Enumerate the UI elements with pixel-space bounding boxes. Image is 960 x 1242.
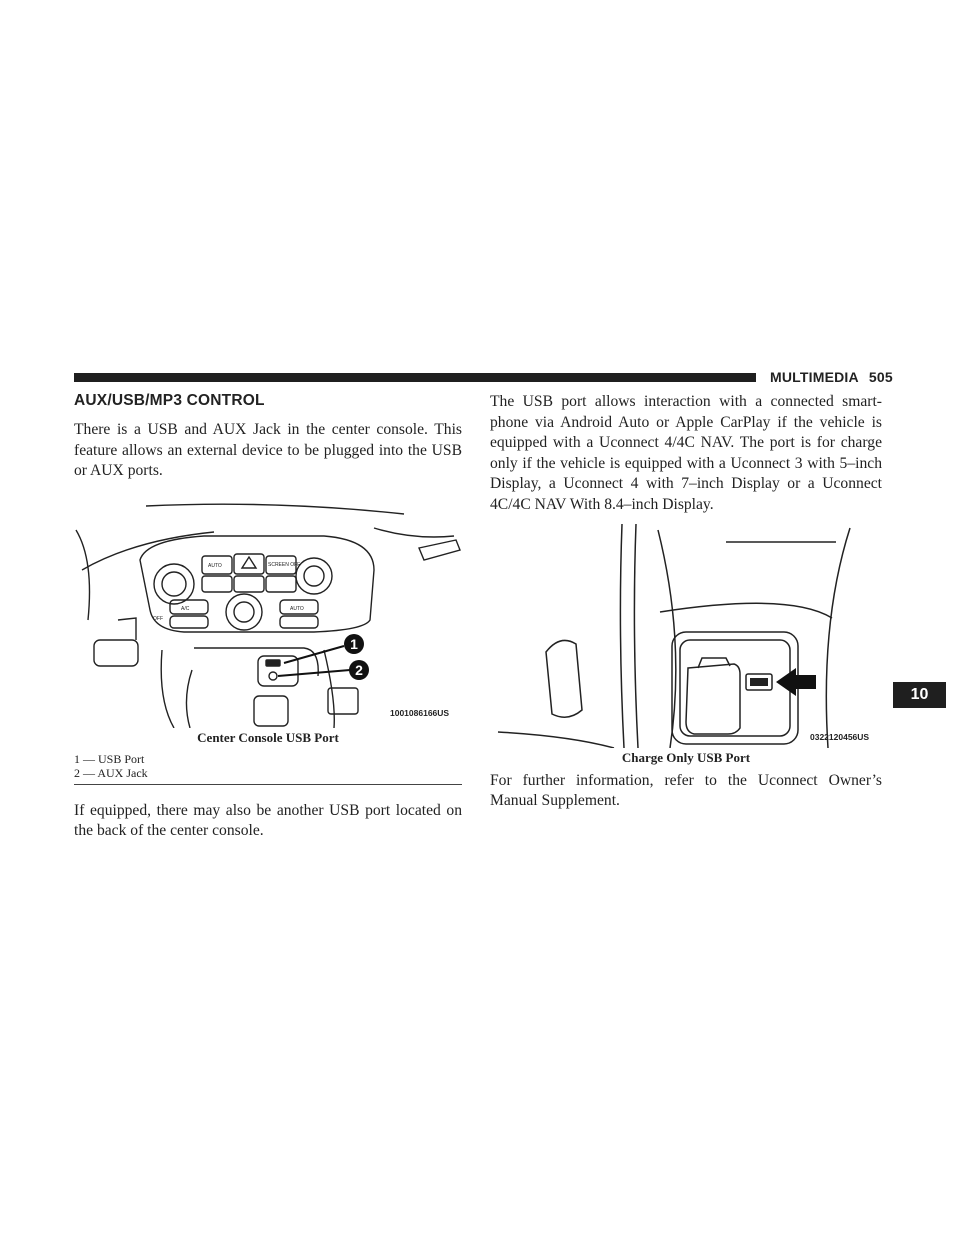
outro-paragraph-left: If equipped, there may also be another USB port located on the back of the center console. [74, 801, 462, 840]
left-column [74, 392, 462, 842]
figure-code-left: 1001086166US [390, 707, 450, 718]
running-header [770, 369, 893, 385]
charge-only-usb-illustration [490, 522, 882, 748]
usb-interaction-paragraph: The USB port allows interaction with a connected smart-phone via Android Auto or Apple CarPlay if the vehicle is equipped with a Uconnect 4/4C NAV. The port is for charge only if the vehicle is equipped with a Uconnect 3 with 5–inch Display, a Uconnect 4 with 7–inch Display or a Uconnect 4C/4C NAV With 8.4–inch Display. [490, 393, 882, 513]
figure-legend [74, 752, 462, 781]
port-arrow-icon [776, 668, 816, 696]
figure-center-console [74, 500, 462, 728]
legend-item-1: 1 — USB Port [74, 751, 145, 766]
chapter-tab: 10 [893, 682, 946, 708]
legend-rule [74, 784, 462, 785]
right-column [490, 392, 882, 812]
figure-caption-right: Charge Only USB Port [621, 749, 751, 765]
panel-label-screen-off: SCREEN OFF [268, 561, 301, 568]
callout-1-label: 1 [350, 635, 358, 652]
figure-charge-only-usb [490, 522, 882, 748]
section-heading: AUX/USB/MP3 CONTROL [74, 392, 265, 409]
header-section: MULTIMEDIA [770, 369, 859, 385]
intro-paragraph: There is a USB and AUX Jack in the center console. This feature allows an external device to be plugged into the USB or AUX ports. [74, 421, 462, 480]
figure-caption-left: Center Console USB Port [197, 729, 339, 745]
callout-2-label: 2 [355, 661, 363, 678]
panel-label-off: OFF [153, 615, 163, 622]
outro-paragraph-right: For further information, refer to the Uconnect Owner’s Manual Supplement. [490, 771, 882, 810]
figure-code-right: 0322120456US [810, 731, 870, 742]
panel-label-auto: AUTO [208, 562, 222, 569]
page-number: 505 [868, 369, 893, 385]
panel-label-auto-2: AUTO [290, 605, 304, 612]
panel-label-ac: A/C [181, 605, 190, 612]
header-rule [74, 373, 756, 382]
center-console-illustration [74, 500, 462, 728]
legend-item-2: 2 — AUX Jack [74, 766, 148, 781]
